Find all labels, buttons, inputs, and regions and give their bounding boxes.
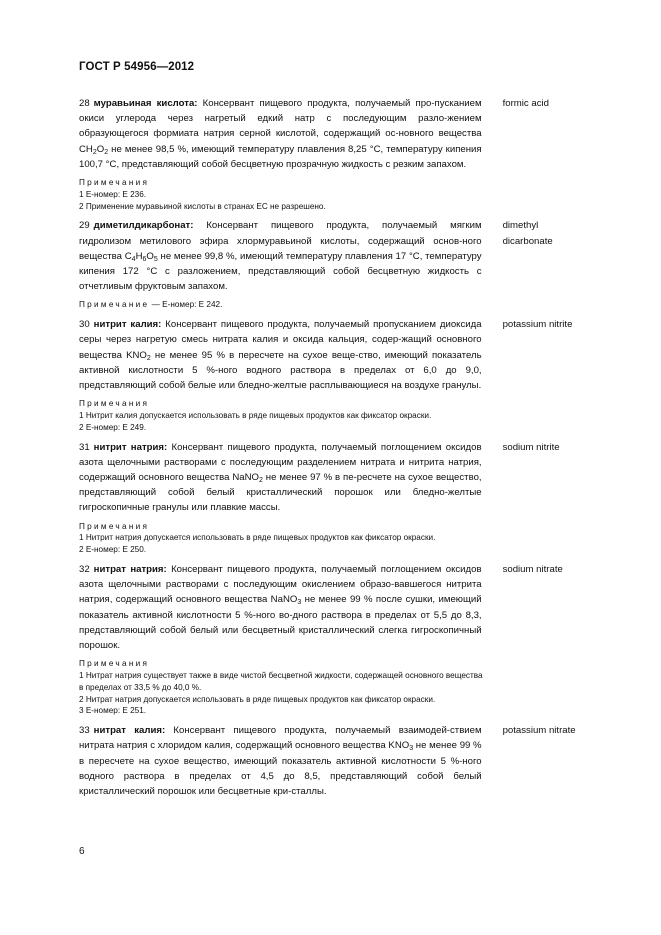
terms-list xyxy=(79,96,619,805)
subscript: 4 xyxy=(131,255,136,263)
note-item: 1 Е-номер: Е 236. xyxy=(79,189,147,199)
definition-text: не менее 99 % после сушки, имеющий показатель активной кислотности 5 %-ного во-дного раствора в пределах от 5,5 до 8,3, представляющий собой белый или бесцветный кристаллический слегка гигроскопичный порошок. xyxy=(79,594,482,652)
term-name: диметилдикарбонат: xyxy=(93,220,194,232)
english-term: sodium nitrate xyxy=(502,564,563,576)
notes-block xyxy=(79,177,487,212)
term-number: 30 xyxy=(79,319,90,331)
term-number: 28 xyxy=(79,98,90,109)
definition-text: O xyxy=(146,250,154,262)
page-number: 6 xyxy=(79,846,85,857)
definition-text: Консервант пищевого продукта, получаемый взаимодей-ствием нитрата натрия с хлоридом калия, содержащий основного вещества KNO xyxy=(79,725,482,752)
term-number: 32 xyxy=(79,564,90,576)
notes-title: Примечания xyxy=(79,659,150,669)
term-definition xyxy=(79,440,482,516)
notes-block xyxy=(79,398,487,433)
note-item: 1 Нитрит калия допускается использовать в ряде пищевых продуктов как фиксатор окраски. xyxy=(79,411,432,421)
term-entry-33 xyxy=(79,723,619,799)
notes-block xyxy=(79,658,487,717)
notes-title: Примечания xyxy=(79,521,150,531)
subscript: 3 xyxy=(297,599,302,607)
note-item: — Е-номер: Е 242. xyxy=(149,300,223,310)
note-item: 3 Е-номер: Е 251. xyxy=(79,706,147,716)
term-definition xyxy=(79,562,482,653)
term-definition xyxy=(79,723,482,799)
term-number: 33 xyxy=(79,725,90,737)
definition-text: не менее 97 % в пе-ресчете на сухое вещество, представляющий собой белый кристаллический порошок или бледно-желтые гигроскопичные гранулы или плавкие массы. xyxy=(79,472,482,514)
definition-text: не менее 95 % в пересчете на сухое веще-ство, имеющий показатель активной кислотности 5 %-ного водного раствора в пределах от 6,0 до 9,0, представляющий собой белые или бледно-желтые расплывающиеся на воздухе гранулы. xyxy=(79,349,482,392)
term-entry-31 xyxy=(79,440,619,556)
notes-title: Примечания xyxy=(79,399,150,409)
term-definition xyxy=(79,96,482,172)
subscript: 2 xyxy=(104,148,109,156)
term-entry-30 xyxy=(79,317,619,433)
definition-text: O xyxy=(96,143,105,155)
notes-title: Примечания xyxy=(79,178,150,188)
english-term: formic acid xyxy=(502,98,549,109)
term-name: нитрат калия: xyxy=(93,725,166,737)
english-term: potassium nitrate xyxy=(502,725,576,737)
definition-text: Консервант пищевого продукта, получаемый про-пусканием окиси углерода через нагретый едкий натр с последующим разло-жением образующегося формиата натрия серной кислотой, содержащий ос-новного вещества CH xyxy=(79,98,482,155)
definition-text: Консервант пищевого продукта, получаемый поглощением оксидов азота щелочными растворами с последующим окислением образо-вавшегося нитрита натрия, содержащий основного вещества NaNO xyxy=(79,564,482,606)
definition-text: Консервант пищевого продукта, получаемый поглощением оксидов азота щелочными растворами с последующим разделением нитрата и нитрита натрия, содержащий основного вещества NaNO xyxy=(79,441,482,484)
term-entry-29 xyxy=(79,218,619,311)
notes-block xyxy=(79,299,487,311)
definition-text: не менее 99 % в пересчете на сухое вещество, имеющий показатель активной кислотности 5 %-ного водного раствора в пределах от 4,5 до 8,5, представляющий собой белый кристаллический порошок или бесцветные кри-сталлы. xyxy=(79,740,482,798)
subscript: 6 xyxy=(142,255,147,263)
term-name: нитрит натрия: xyxy=(93,441,168,453)
note-item: 1 Нитрат натрия существует также в виде чистой бесцветной жидкости, содержащей основного вещества в пределах от 33,5 % до 40,0 %. xyxy=(79,671,483,692)
term-definition xyxy=(79,218,482,294)
definition-text: не менее 98,5 %, имеющий температуру плавления 8,25 °С, температуру кипения 100,7 °С, представляющий собой бесцветную прозрачную жидкость с резким запахом. xyxy=(79,143,482,170)
definition-text: не менее 99,8 %, имеющий температуру плавления 17 °С, температуру кипения 172 °С с разложением, представляющий собой бесцветную жидкость с отчетливым фруктовым запахом. xyxy=(79,250,482,293)
term-entry-32 xyxy=(79,562,619,717)
term-number: 29 xyxy=(79,220,90,232)
note-item: 2 Нитрат натрия допускается использовать в ряде пищевых продуктов как фиксатор окраски. xyxy=(79,694,436,704)
english-term: potassium nitrite xyxy=(502,319,573,331)
term-name: муравьиная кислота: xyxy=(93,98,198,109)
document-header: ГОСТ Р 54956—2012 xyxy=(79,61,195,73)
term-definition xyxy=(79,317,482,393)
definition-text: H xyxy=(135,250,143,262)
subscript: 5 xyxy=(153,255,158,263)
note-item: 1 Нитрит натрия допускается использовать в ряде пищевых продуктов как фиксатор окраски. xyxy=(79,533,436,543)
term-entry-28 xyxy=(79,96,619,212)
note-item: 2 Е-номер: Е 250. xyxy=(79,545,147,555)
term-name: нитрат натрия: xyxy=(93,564,167,576)
subscript: 2 xyxy=(259,477,263,485)
english-term: dimethyl dicarbonate xyxy=(502,220,553,247)
note-item: 2 Применение муравьиной кислоты в странах ЕС не разрешено. xyxy=(79,201,326,211)
note-item: 2 Е-номер: Е 249. xyxy=(79,422,147,432)
term-name: нитрит калия: xyxy=(93,319,162,331)
subscript: 2 xyxy=(92,148,97,156)
subscript: 2 xyxy=(146,354,151,362)
notes-title: Примечание xyxy=(79,300,150,310)
english-term: sodium nitrite xyxy=(502,441,560,453)
definition-text: Консервант пищевого продукта, получаемый пропусканием диоксида серы через нагретую смесь нитрата калия и оксида кальция, содер-жащий основного вещества KNO xyxy=(79,319,482,361)
definition-text: Консервант пищевого продукта, получаемый мягким гидролизом метилового эфира хлормуравьиной кислоты, содержащий основ-ного вещества C xyxy=(79,220,482,262)
notes-block xyxy=(79,521,487,556)
term-number: 31 xyxy=(79,441,90,453)
subscript: 3 xyxy=(409,745,414,753)
